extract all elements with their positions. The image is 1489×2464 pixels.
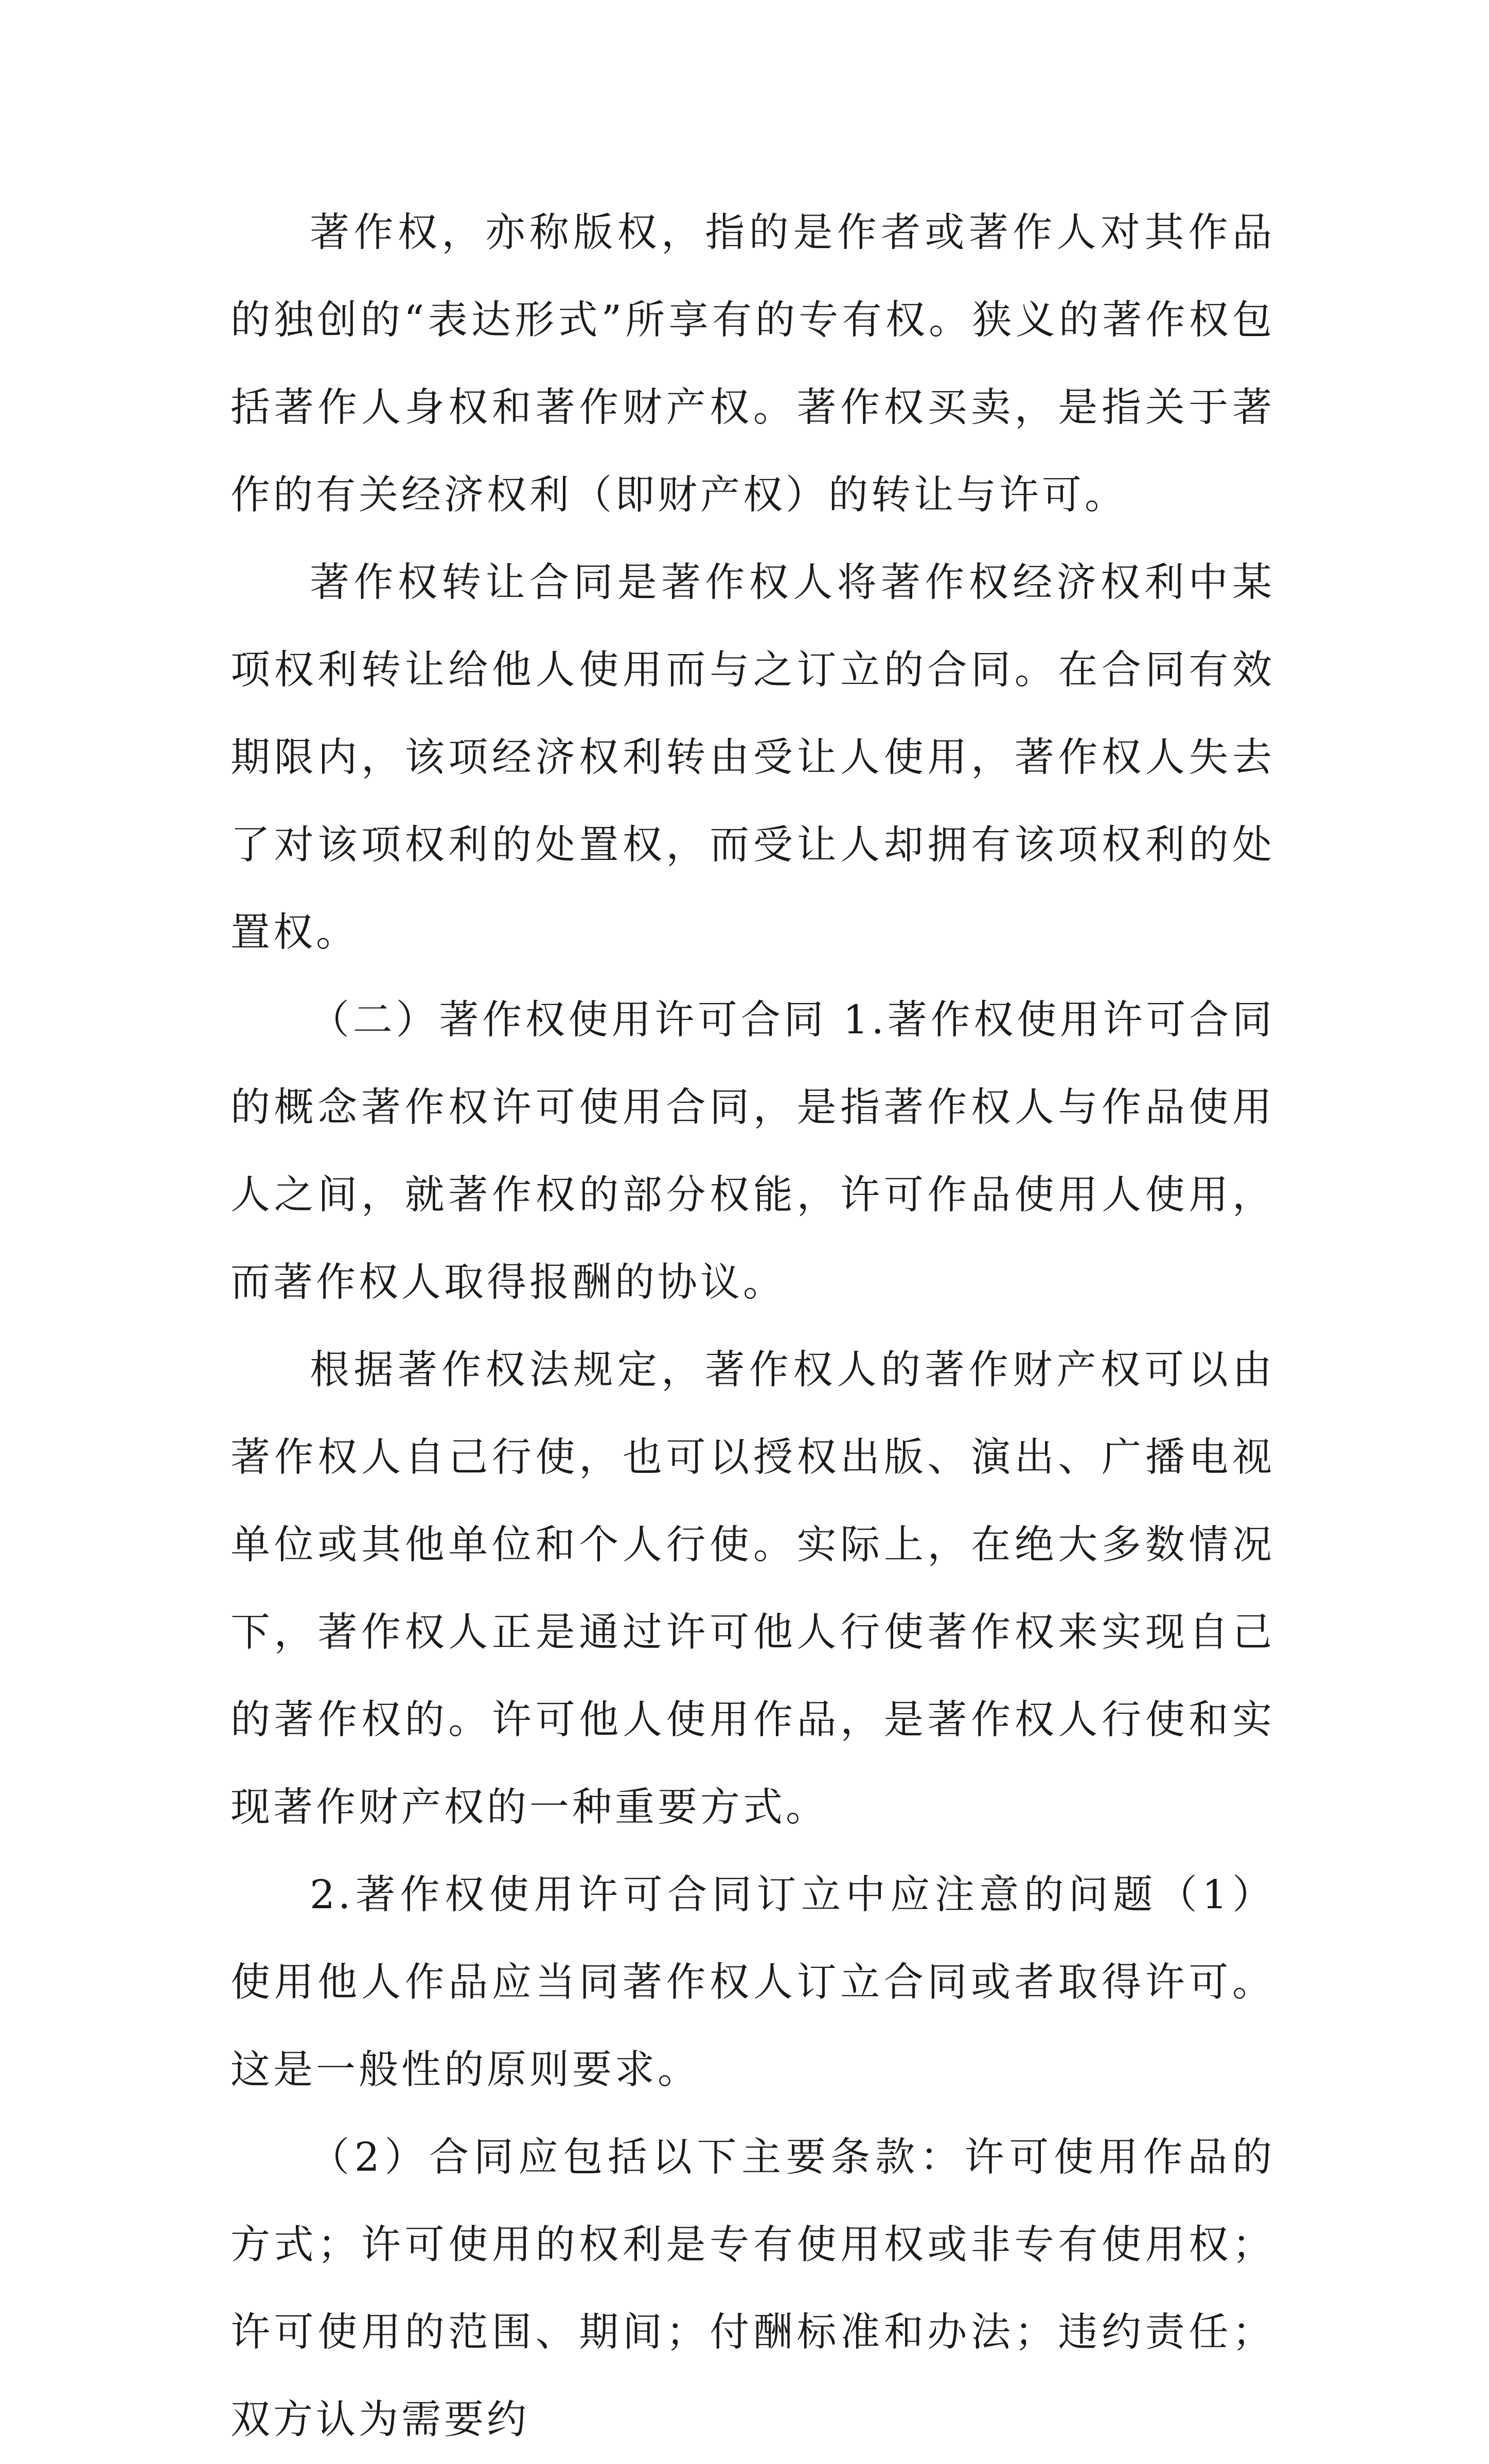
paragraph-license-issues: 2.著作权使用许可合同订立中应注意的问题（1）使用他人作品应当同著作权人订立合同或者取得许可。这是一般性的原则要求。 <box>231 1872 1275 2093</box>
paragraph-copyright-law-provisions: 根据著作权法规定，著作权人的著作财产权可以由著作权人自己行使，也可以授权出版、演出、广播电视单位或其他单位和个人行使。实际上，在绝大多数情况下，著作权人正是通过许可他人行使著作权来实现自己的著作权的。许可他人使用作品，是著作权人行使和实现著作财产权的一种重要方式。 <box>231 1347 1275 1831</box>
paragraph-license-contract-concept: （二）著作权使用许可合同 1.著作权使用许可合同的概念著作权许可使用合同，是指著作权人与作品使用人之间，就著作权的部分权能，许可作品使用人使用，而著作权人取得报酬的协议。 <box>231 997 1275 1306</box>
paragraph-copyright-definition: 著作权，亦称版权，指的是作者或著作人对其作品的独创的“表达形式”所享有的专有权。狭义的著作权包括著作人身权和著作财产权。著作权买卖，是指关于著作的有关经济权利（即财产权）的转让与许可。 <box>231 210 1275 518</box>
paragraph-transfer-contract: 著作权转让合同是著作权人将著作权经济权利中某项权利转让给他人使用而与之订立的合同。在合同有效期限内，该项经济权利转由受让人使用，著作权人失去了对该项权利的处置权，而受让人却拥有该项权利的处置权。 <box>231 560 1275 956</box>
paragraph-contract-terms: （2）合同应包括以下主要条款：许可使用作品的方式；许可使用的权利是专有使用权或非专有使用权；许可使用的范围、期间；付酬标准和办法；违约责任；双方认为需要约 <box>231 2135 1275 2443</box>
document-body <box>231 189 1275 2464</box>
